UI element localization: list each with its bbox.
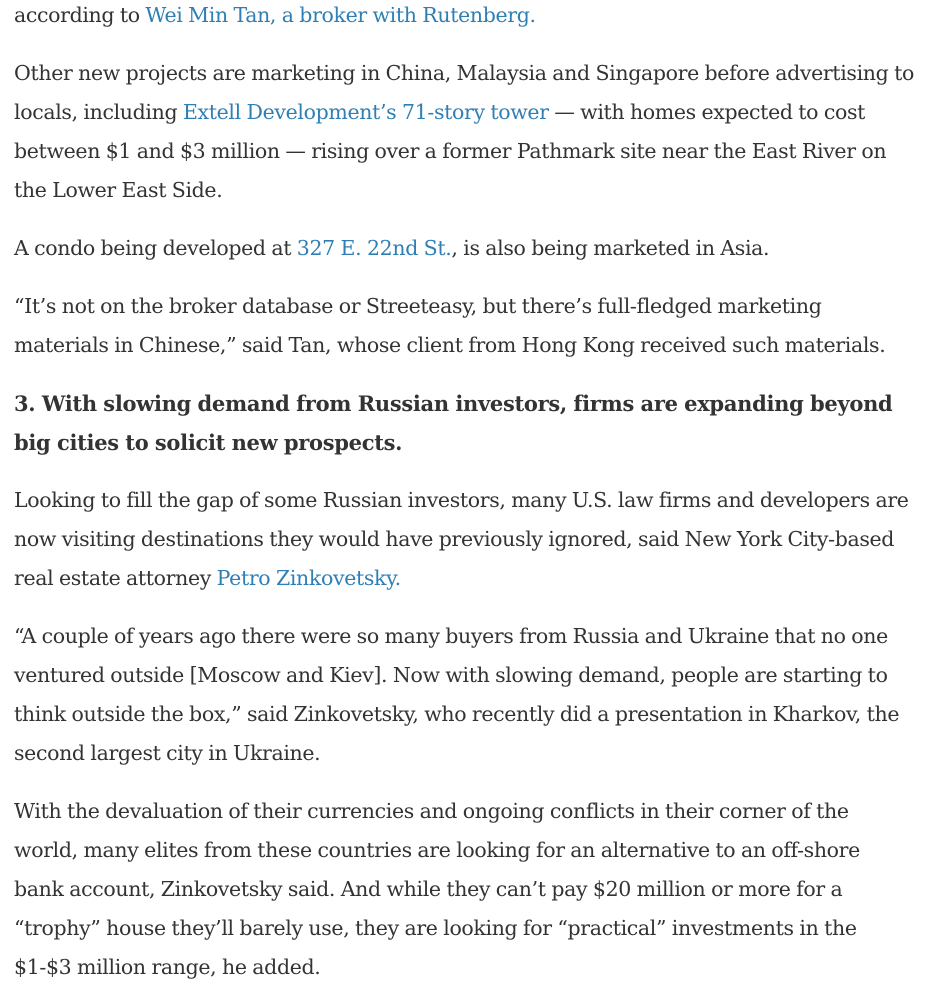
link-extell-tower[interactable]: Extell Development’s 71-story tower [182, 100, 549, 124]
section-heading-3: 3. With slowing demand from Russian investors, firms are expanding beyond big cities to solicit new prospects. [14, 391, 893, 455]
paragraph-condo-22nd-st [14, 229, 914, 268]
article-body [14, 0, 914, 1006]
link-petro-zinkovetsky[interactable]: Petro Zinkovetsky. [216, 566, 401, 590]
paragraph-tan-source [14, 0, 914, 35]
paragraph-devaluation: With the devaluation of their currencies and ongoing conflicts in their corner of the world, many elites from these countries are looking for an alternative to an off-shore bank account, Zinkovetsky said. And while they can’t pay $20 million or more for a “trophy” house they’ll barely use, they are looking for “practical” investments in the $1-$3 million range, he added. [14, 799, 860, 979]
paragraph-text: , is also being marketed in Asia. [451, 236, 770, 260]
paragraph-text: Looking to fill the gap of some Russian investors, many U.S. law firms and developers are now visiting destinations they would have previously ignored, said New York City-based real estate attorney [14, 488, 909, 590]
paragraph-text: A condo being developed at [14, 236, 297, 260]
paragraph-zinkovetsky-quote: “A couple of years ago there were so many buyers from Russia and Ukraine that no one ventured outside [Moscow and Kiev]. Now with slowing demand, people are starting to think outside the box,” said Zinkovetsky, who recently did a presentation in Kharkov, the second largest city in Ukraine. [14, 624, 900, 765]
link-327-e-22nd-st[interactable]: 327 E. 22nd St. [296, 236, 452, 260]
paragraph-russian-investors [14, 481, 914, 598]
paragraph-tan-quote: “It’s not on the broker database or Streeteasy, but there’s full-fledged marketing materials in Chinese,” said Tan, whose client from Hong Kong received such materials. [14, 294, 886, 357]
paragraph-text: Other new projects are marketing in China, Malaysia and Singapore before advertising to locals, including [14, 61, 914, 124]
paragraph-text: — with homes expected to cost between $1 and $3 million — rising over a former Pathmark site near the East River on the Lower East Side. [14, 100, 887, 202]
paragraph-text: according to [14, 3, 146, 27]
link-wei-min-tan[interactable]: Wei Min Tan, a broker with Rutenberg. [145, 3, 536, 27]
paragraph-asian-marketing [14, 54, 914, 210]
